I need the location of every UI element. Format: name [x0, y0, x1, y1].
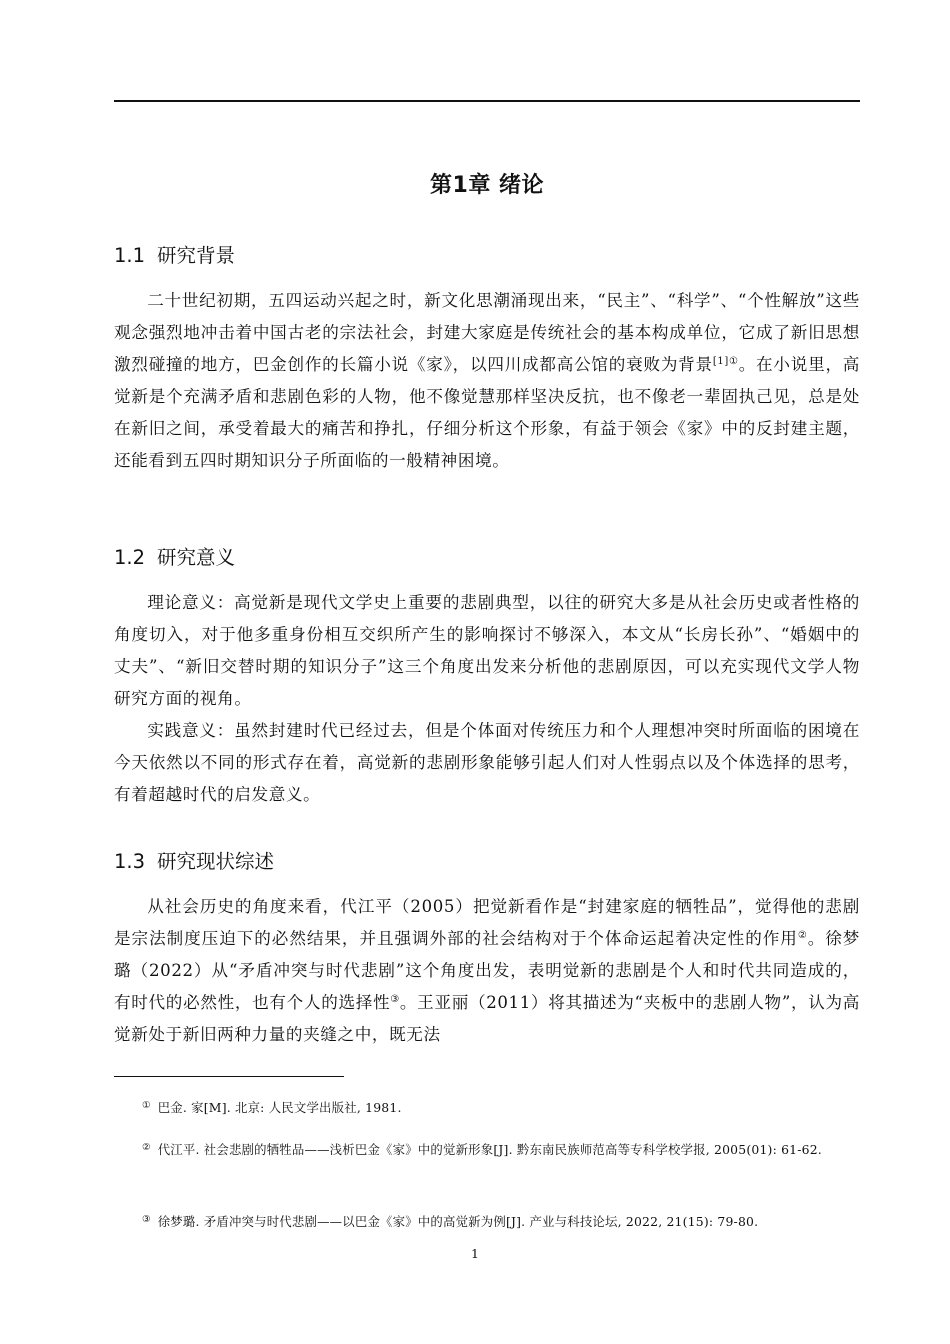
paragraph: 理论意义：高觉新是现代文学史上重要的悲剧典型，以往的研究大多是从社会历史或者性格的角度切入，对于他多重身份相互交织所产生的影响探讨不够深入，本文从“长房长孙”、“婚姻中的丈夫”、“新旧交替时期的知识分子”这三个角度出发来分析他的悲剧原因，可以充实现代文学人物研究方面的视角。 [114, 593, 860, 708]
footnote-ref-1[interactable]: ① [728, 356, 739, 367]
paragraph [114, 891, 860, 1051]
paragraph-text: 。王亚丽（2011）将其描述为“夹板中的悲剧人物”，认为高觉新处于新旧两种力量的夹缝之中，既无法 [114, 993, 860, 1044]
footnote-ref-3[interactable]: ③ [390, 994, 400, 1005]
header-rule [114, 100, 860, 102]
section-number: 1.1 [114, 244, 146, 267]
footnote-body [114, 1206, 860, 1235]
section-body-1-3 [114, 891, 860, 1051]
section-number: 1.3 [114, 850, 146, 873]
footnote-text: 徐梦璐. 矛盾冲突与时代悲剧——以巴金《家》中的高觉新为例[J]. 产业与科技论坛, 2022, 21(15): 79-80. [157, 1214, 759, 1229]
section-number: 1.2 [114, 546, 146, 569]
paragraph: 实践意义：虽然封建时代已经过去，但是个体面对传统压力和个人理想冲突时所面临的困境在今天依然以不同的形式存在着，高觉新的悲剧形象能够引起人们对人性弱点以及个体选择的思考，有着超越时代的启发意义。 [114, 721, 860, 804]
section-title: 研究现状综述 [157, 850, 275, 873]
section-body-1-1 [114, 285, 860, 477]
section-title: 研究意义 [157, 546, 236, 569]
section-heading-1-2 [114, 544, 860, 572]
footnote-2 [114, 1134, 860, 1163]
footnote-separator [114, 1076, 344, 1077]
footnote-3 [114, 1206, 860, 1235]
paragraph-text: 。在小说里，高觉新是个充满矛盾和悲剧色彩的人物，他不像觉慧那样坚决反抗，也不像老一辈固执己见，总是处在新旧之间，承受着最大的痛苦和挣扎，仔细分析这个形象，有益于领会《家》中的反封建主题，还能看到五四时期知识分子所面临的一般精神困境。 [114, 355, 860, 470]
paragraph-text: 。徐梦璐（2022）从“矛盾冲突与时代悲剧”这个角度出发，表明觉新的悲剧是个人和时代共同造成的，有时代的必然性，也有个人的选择性 [114, 929, 860, 1012]
section-body-1-2 [114, 587, 860, 811]
footnote-1 [114, 1092, 860, 1121]
page-number: 1 [471, 1246, 479, 1261]
section-heading-1-3 [114, 848, 860, 876]
footnote-mark: ② [142, 1142, 151, 1153]
chapter-title: 第1章 绪论 [430, 173, 544, 198]
footnote-ref-2[interactable]: ② [797, 930, 808, 941]
footnote-body [114, 1092, 860, 1121]
footnote-mark: ① [142, 1100, 151, 1111]
footnote-body [114, 1134, 860, 1163]
paragraph [114, 285, 860, 477]
section-title: 研究背景 [157, 244, 236, 267]
footnote-text: 巴金. 家[M]. 北京: 人民文学出版社, 1981. [157, 1100, 402, 1115]
paragraph-text: 从社会历史的角度来看，代江平（2005）把觉新看作是“封建家庭的牺牲品”，觉得他的悲剧是宗法制度压迫下的必然结果，并且强调外部的社会结构对于个体命运起着决定性的作用 [114, 897, 860, 948]
section-heading-1-1 [114, 242, 860, 270]
paragraph-text: 二十世纪初期，五四运动兴起之时，新文化思潮涌现出来，“民主”、“科学”、“个性解放”这些观念强烈地冲击着中国古老的宗法社会，封建大家庭是传统社会的基本构成单位，它成了新旧思想激烈碰撞的地方，巴金创作的长篇小说《家》，以四川成都高公馆的衰败为背景 [114, 291, 860, 374]
footnote-mark: ③ [142, 1214, 151, 1225]
footnote-text: 代江平. 社会悲剧的牺牲品——浅析巴金《家》中的觉新形象[J]. 黔东南民族师范高等专科学校学报, 2005(01): 61-62. [157, 1142, 822, 1157]
citation-ref[interactable]: [1] [712, 356, 729, 367]
